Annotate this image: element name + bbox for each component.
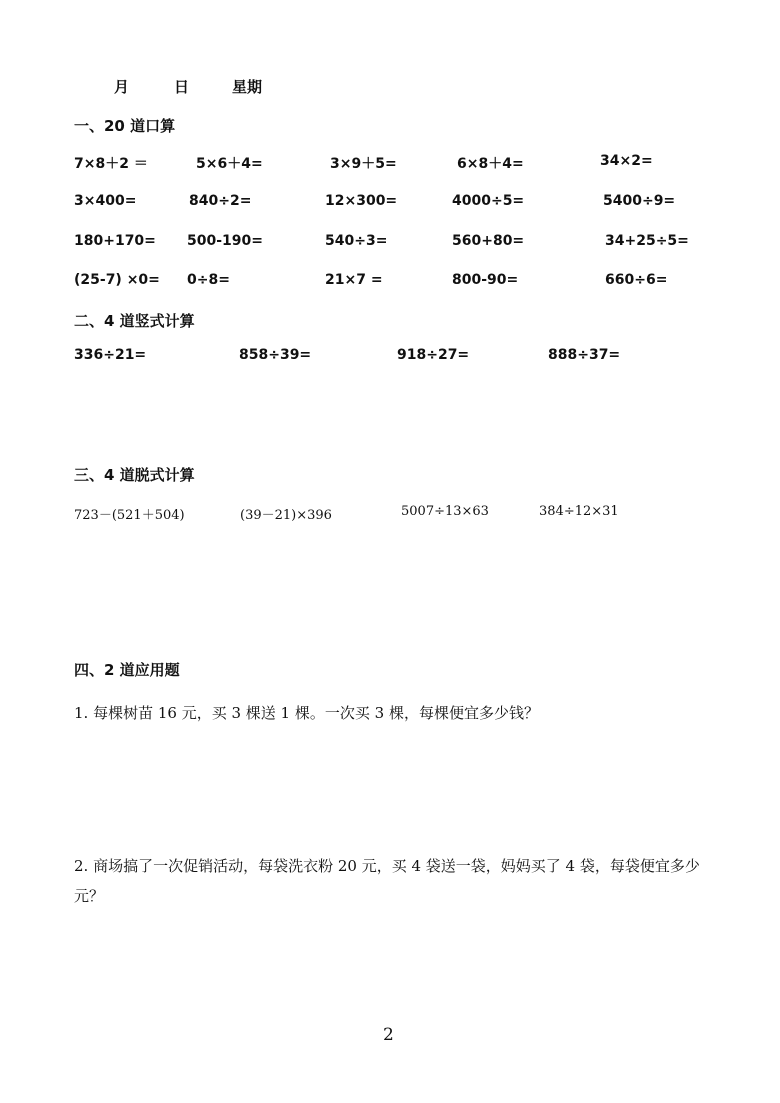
oral-item: 3×9＋5= (330, 156, 397, 172)
oral-item: 12×300= (325, 193, 398, 209)
oral-item: 840÷2= (189, 193, 252, 209)
oral-item: 34+25÷5= (605, 233, 689, 249)
oral-item: 660÷6= (605, 272, 668, 288)
oral-item: 7×8＋2 ＝ (74, 156, 148, 172)
oral-item: 500-190= (187, 233, 263, 249)
stepwise-calc-item: (39－21)×396 (240, 508, 332, 523)
oral-item: (25-7) ×0= (74, 272, 160, 288)
vertical-calc-item: 336÷21= (74, 347, 147, 363)
oral-item: 5400÷9= (603, 193, 676, 209)
oral-item: 540÷3= (325, 233, 388, 249)
section-title-oral: 一、20 道口算 (74, 117, 176, 135)
oral-item: 34×2= (600, 153, 653, 169)
section-title-vertical: 二、4 道竖式计算 (74, 312, 195, 330)
oral-item: 5×6＋4= (196, 156, 263, 172)
oral-item: 4000÷5= (452, 193, 525, 209)
month-label: 月 (114, 78, 130, 96)
oral-item: 800-90= (452, 272, 519, 288)
weekday-label: 星期 (232, 78, 263, 96)
stepwise-calc-item: 723－(521＋504) (74, 508, 185, 523)
oral-item: 6×8＋4= (457, 156, 524, 172)
word-problem-2-continued: 元？ (74, 887, 105, 905)
section-title-stepwise: 三、4 道脱式计算 (74, 466, 195, 484)
oral-item: 180+170= (74, 233, 156, 249)
word-problem-1: 1. 每棵树苗 16 元，买 3 棵送 1 棵。一次买 3 棵，每棵便宜多少钱？ (74, 704, 539, 722)
section-title-word-problems: 四、2 道应用题 (74, 661, 180, 679)
page-number: 2 (383, 1025, 394, 1045)
oral-item: 3×400= (74, 193, 137, 209)
stepwise-calc-item: 384÷12×31 (539, 504, 619, 519)
vertical-calc-item: 918÷27= (397, 347, 470, 363)
oral-item: 0÷8= (187, 272, 230, 288)
word-problem-2: 2. 商场搞了一次促销活动，每袋洗衣粉 20 元，买 4 袋送一袋，妈妈买了 4 袋，每袋便宜多少 (74, 857, 700, 875)
oral-item: 560+80= (452, 233, 525, 249)
vertical-calc-item: 888÷37= (548, 347, 621, 363)
vertical-calc-item: 858÷39= (239, 347, 312, 363)
stepwise-calc-item: 5007÷13×63 (401, 504, 489, 519)
oral-item: 21×7 = (325, 272, 383, 288)
day-label: 日 (174, 78, 190, 96)
